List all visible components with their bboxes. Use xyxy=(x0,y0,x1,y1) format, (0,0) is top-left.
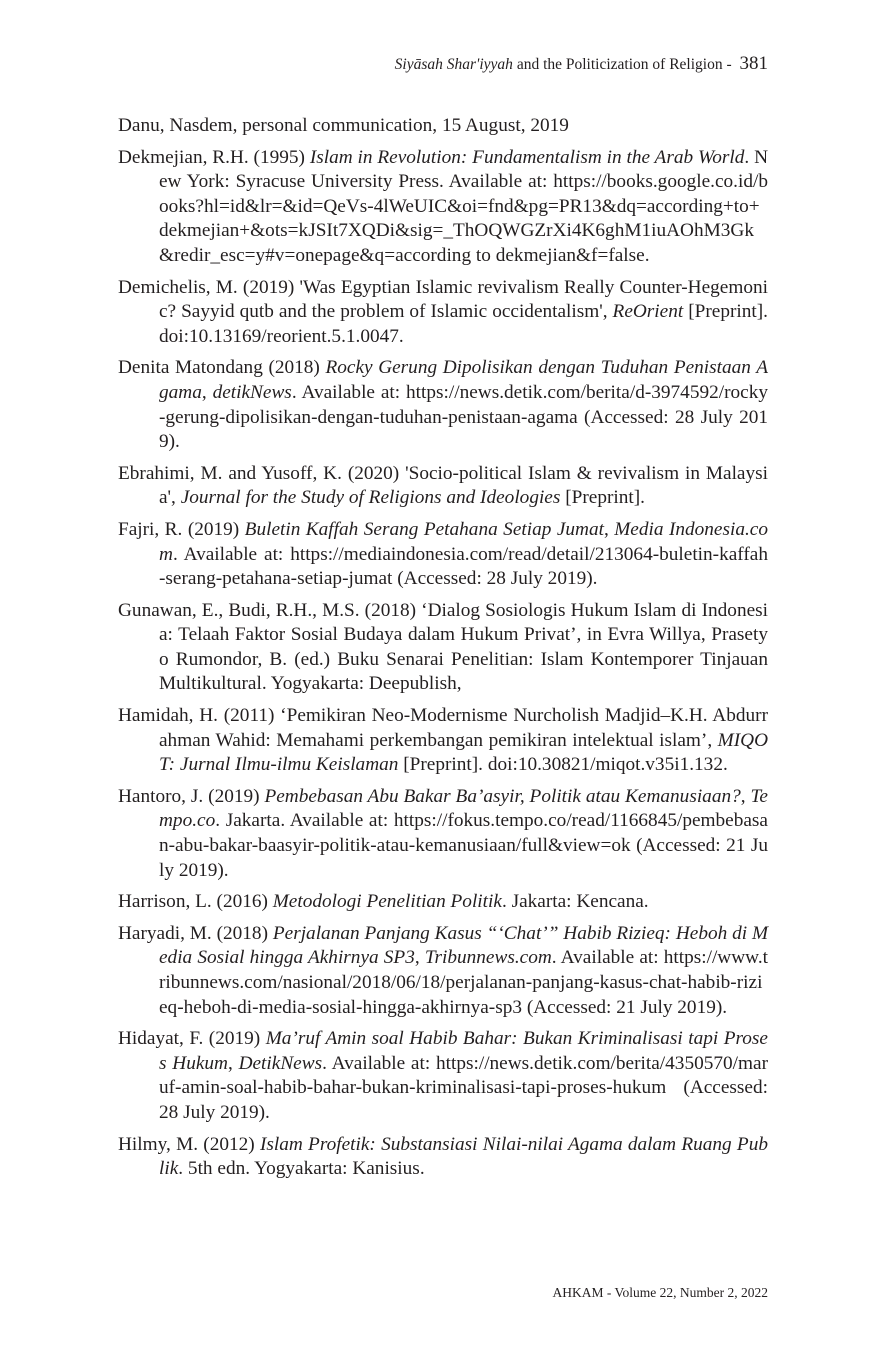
reference-italic-segment: detikNews xyxy=(212,381,292,403)
reference-text-segment: Gunawan, E., Budi, R.H., M.S. (2018) ‘Dialog Sosiologis Hukum Islam di Indonesia: Telaah Faktor Sosial Budaya dalam Hukum Privat’, in Evra Willya, Prasetyo Rumondor, B. (ed.) Buku Senarai Penelitian: Islam Kontemporer Tinjauan Multikultural. Yogyakarta: Deepublish, xyxy=(118,599,768,695)
reference-italic-segment: Journal for the Study of Religions and Ideologies xyxy=(180,487,561,509)
page-number: 381 xyxy=(739,53,768,74)
reference-entry xyxy=(118,1133,768,1182)
reference-text-segment: [Preprint]. xyxy=(560,487,645,509)
reference-text-segment: Haryadi, M. (2018) xyxy=(118,922,273,944)
reference-entry xyxy=(118,356,768,454)
reference-italic-segment: Metodologi Penelitian Politik xyxy=(272,891,502,913)
reference-text-segment: Hamidah, H. (2011) ‘Pemikiran Neo-Modernisme Nurcholish Madjid–K.H. Abdurrahman Wahid: Memahami perkembangan pemikiran intelektual islam’, xyxy=(118,705,768,751)
reference-text-segment: Hantoro, J. (2019) xyxy=(118,785,265,807)
reference-italic-segment: Rocky Gerung Dipolisikan dengan Tuduhan Penistaan Agama xyxy=(159,357,768,403)
reference-entry xyxy=(118,146,768,269)
reference-text-segment: . Available at: https://www.tribunnews.com/nasional/2018/06/18/perjalanan-panjang-kasus-chat-habib-rizieq-heboh-di-media-sosial-hingga-akhirnya-sp3 (Accessed: 21 July 2019). xyxy=(159,947,768,1018)
reference-text-segment: [Preprint]. doi:10.13169/reorient.5.1.0047. xyxy=(159,301,768,347)
reference-text-segment: Danu, Nasdem, personal communication, 15 August, 2019 xyxy=(118,115,569,136)
reference-text-segment: Hilmy, M. (2012) xyxy=(118,1133,260,1155)
reference-italic-segment: Islam Profetik: Substansiasi Nilai-nilai Agama dalam Ruang Publik xyxy=(159,1133,768,1180)
reference-italic-segment: Islam in Revolution: Fundamentalism in the Arab World xyxy=(309,146,745,168)
reference-entry xyxy=(118,114,768,139)
reference-italic-segment: Tempo.co xyxy=(159,785,768,832)
reference-text-segment: , xyxy=(227,1052,239,1074)
reference-text-segment: , xyxy=(414,947,425,969)
reference-text-segment: , xyxy=(740,785,751,807)
reference-entry xyxy=(118,462,768,511)
reference-text-segment: , xyxy=(603,518,615,540)
running-footer: AHKAM - Volume 22, Number 2, 2022 xyxy=(552,1285,768,1300)
reference-text-segment: Fajri, R. (2019) xyxy=(118,518,245,540)
reference-text-segment: Hidayat, F. (2019) xyxy=(118,1028,266,1050)
reference-italic-segment: Media Indonesia.com xyxy=(159,518,769,565)
reference-text-segment: . New York: Syracuse University Press. Available at: https://books.google.co.id/books?hl=id&lr=&id=QeVs-4lWeUIC&oi=fnd&pg=PR13&dq=according+to+dekmejian+&ots=kJSIt7XQDi&sig=_ThOQWGZrXi4K6ghM1iuAOhM3Gk&redir_esc=y#v=onepage&q=according to dekmejian&f=false. xyxy=(159,146,768,266)
reference-entry xyxy=(118,704,768,778)
reference-text-segment: . Jakarta: Kencana. xyxy=(501,891,649,913)
running-header xyxy=(118,52,768,77)
reference-text-segment: , xyxy=(201,381,213,403)
reference-italic-segment: MIQOT: Jurnal Ilmu-ilmu Keislaman xyxy=(159,729,768,776)
reference-italic-segment: Perjalanan Panjang Kasus “‘Chat’” Habib Rizieq: Heboh di Media Sosial hingga Akhirnya SP3 xyxy=(159,922,769,969)
reference-italic-segment: ReOrient xyxy=(612,301,684,323)
reference-list xyxy=(118,114,768,1189)
running-header-title: and the Politicization of Religion - xyxy=(512,56,736,73)
reference-entry xyxy=(118,518,768,592)
reference-italic-segment: Pembebasan Abu Bakar Ba’asyir, Politik atau Kemanusiaan? xyxy=(264,785,741,807)
reference-entry xyxy=(118,922,768,1020)
reference-text-segment: Ebrahimi, M. and Yusoff, K. (2020) 'Socio-political Islam & revivalism in Malaysia', xyxy=(118,462,768,509)
reference-text-segment: . 5th edn. Yogyakarta: Kanisius. xyxy=(178,1158,425,1180)
reference-entry xyxy=(118,890,768,915)
reference-text-segment: Dekmejian, R.H. (1995) xyxy=(118,146,310,168)
reference-text-segment: . Available at: https://news.detik.com/berita/4350570/maruf-amin-soal-habib-bahar-bukan-kriminalisasi-tapi-proses-hukum (Accessed: 28 July 2019). xyxy=(159,1052,768,1123)
reference-entry xyxy=(118,1027,768,1125)
reference-text-segment: Harrison, L. (2016) xyxy=(118,891,273,913)
reference-text-segment: . Jakarta. Available at: https://fokus.tempo.co/read/1166845/pembebasan-abu-bakar-baasyir-politik-atau-kemanusiaan/full&view=ok (Accessed: 21 July 2019). xyxy=(159,810,768,881)
reference-italic-segment: Buletin Kaffah Serang Petahana Setiap Jumat xyxy=(244,518,604,540)
reference-entry xyxy=(118,599,768,697)
reference-italic-segment: DetikNews xyxy=(238,1052,323,1074)
reference-text-segment: . Available at: https://mediaindonesia.com/read/detail/213064-buletin-kaffah-serang-petahana-setiap-jumat (Accessed: 28 July 2019). xyxy=(159,543,768,590)
running-header-title-italic: Siyāsah Shar'iyyah xyxy=(394,56,513,73)
reference-text-segment: Demichelis, M. (2019) 'Was Egyptian Islamic revivalism Really Counter-Hegemonic? Sayyid qutb and the problem of Islamic occidentalism', xyxy=(118,276,768,323)
reference-entry xyxy=(118,785,768,883)
reference-text-segment: Denita Matondang (2018) xyxy=(118,357,326,379)
reference-text-segment: [Preprint]. doi:10.30821/miqot.v35i1.132. xyxy=(398,754,728,776)
reference-italic-segment: Ma’ruf Amin soal Habib Bahar: Bukan Kriminalisasi tapi Proses Hukum xyxy=(159,1028,768,1074)
reference-text-segment: . Available at: https://news.detik.com/berita/d-3974592/rocky-gerung-dipolisikan-dengan-tuduhan-penistaan-agama (Accessed: 28 July 2019). xyxy=(159,381,768,453)
reference-italic-segment: Tribunnews.com xyxy=(424,947,552,969)
reference-entry xyxy=(118,276,768,350)
